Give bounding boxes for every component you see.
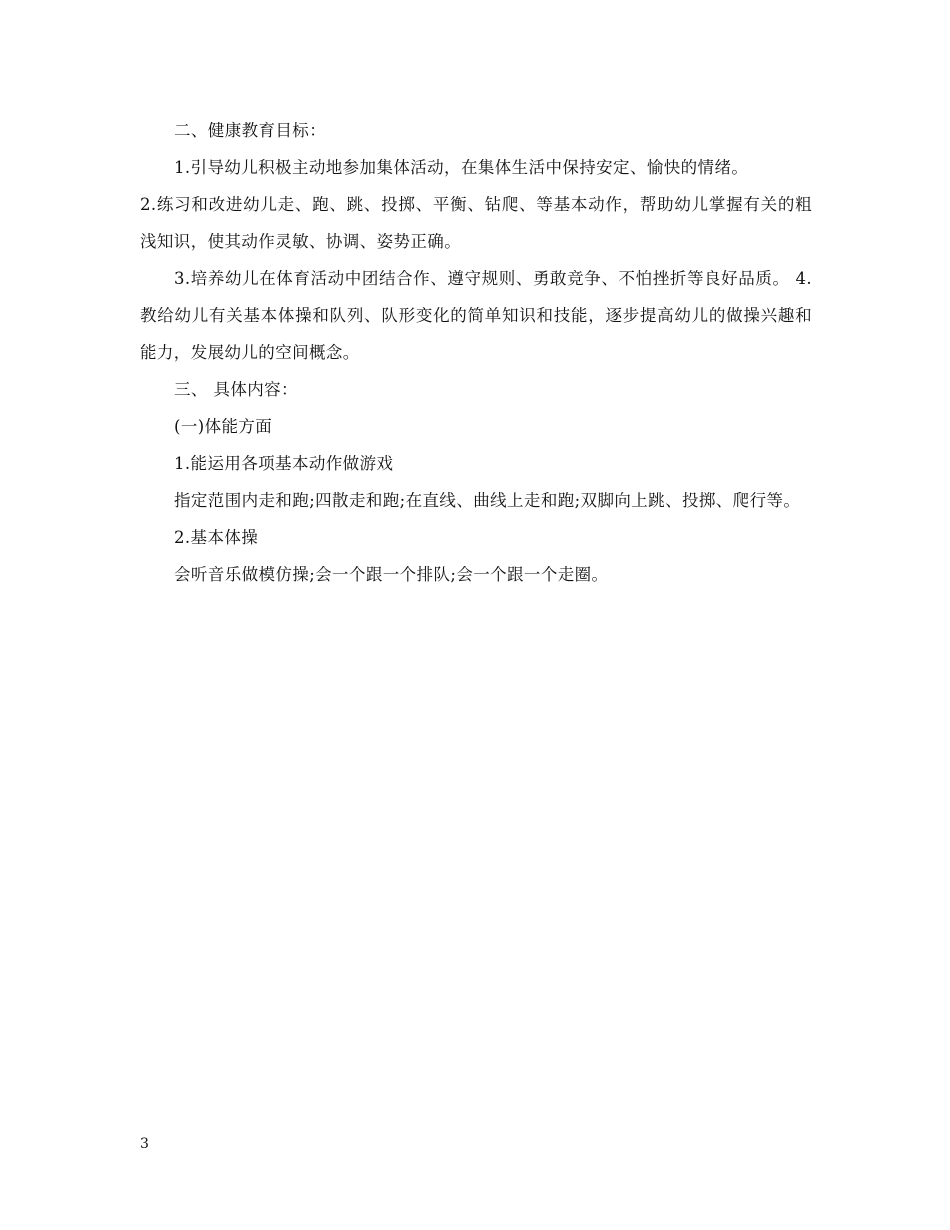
section-heading-health-goals: 二、健康教育目标：	[174, 121, 327, 140]
subsection-heading-physical: (一)体能方面	[174, 417, 273, 436]
goal-paragraph-1: 1.引导幼儿积极主动地参加集体活动，在集体生活中保持安定、愉快的情绪。	[174, 158, 749, 177]
item-text-basic-movements: 指定范围内走和跑;四散走和跑;在直线、曲线上走和跑;双脚向上跳、投掷、爬行等。	[174, 491, 801, 510]
goal-paragraph-3-4: 3.培养幼儿在体育活动中团结合作、遵守规则、勇敢竞争、不怕挫折等良好品质。 4.教给幼儿有关基本体操和队列、队形变化的简单知识和技能，逐步提高幼儿的做操兴趣和能力，发展幼儿的空间概念。	[140, 269, 812, 362]
item-heading-basic-exercise: 2.基本体操	[174, 528, 259, 547]
page-number: 3	[140, 1136, 149, 1152]
document-body	[140, 112, 812, 593]
section-heading-content: 三、 具体内容：	[174, 380, 298, 399]
item-heading-basic-movements: 1.能运用各项基本动作做游戏	[174, 454, 394, 473]
item-text-basic-exercise: 会听音乐做模仿操;会一个跟一个排队;会一个跟一个走圈。	[174, 565, 609, 584]
goal-paragraph-2: 2.练习和改进幼儿走、跑、跳、投掷、平衡、钻爬、等基本动作，帮助幼儿掌握有关的粗浅知识，使其动作灵敏、协调、姿势正确。	[140, 195, 812, 251]
